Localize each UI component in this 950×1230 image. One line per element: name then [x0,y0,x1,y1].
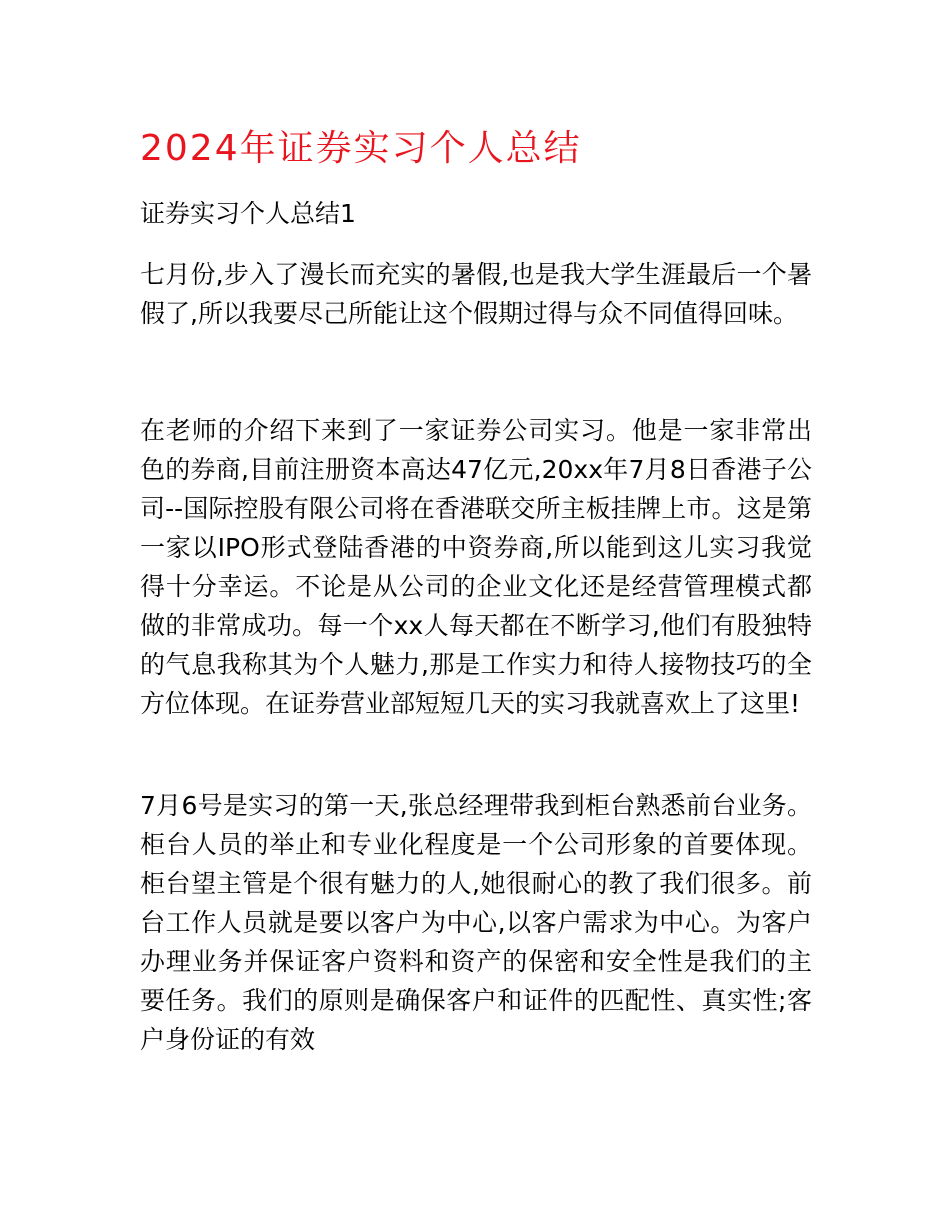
paragraph-3: 7月6号是实习的第一天,张总经理带我到柜台熟悉前台业务。柜台人员的举止和专业化程度是一个公司形象的首要体现。柜台望主管是个很有魅力的人,她很耐心的教了我们很多。前台工作人员就是要以客户为中心,以客户需求为中心。为客户办理业务并保证客户资料和资产的保密和安全性是我们的主要任务。我们的原则是确保客户和证件的匹配性、真实性;客户身份证的有效 [140,791,812,1054]
section-heading: 证券实习个人总结1 [140,199,356,228]
paragraph-2: 在老师的介绍下来到了一家证券公司实习。他是一家非常出色的券商,目前注册资本高达47亿元,20xx年7月8日香港子公司--国际控股有限公司将在香港联交所主板挂牌上市。这是第一家以IPO形式登陆香港的中资券商,所以能到这儿实习我觉得十分幸运。不论是从公司的企业文化还是经营管理模式都做的非常成功。每一个xx人每天都在不断学习,他们有股独特的气息我称其为个人魅力,那是工作实力和待人接物技巧的全方位体现。在证券营业部短短几天的实习我就喜欢上了这里! [140,416,812,718]
paragraph-1: 七月份,步入了漫长而充实的暑假,也是我大学生涯最后一个暑假了,所以我要尽己所能让这个假期过得与众不同值得回味。 [140,260,812,328]
document-title: 2024年证券实习个人总结 [140,128,582,169]
